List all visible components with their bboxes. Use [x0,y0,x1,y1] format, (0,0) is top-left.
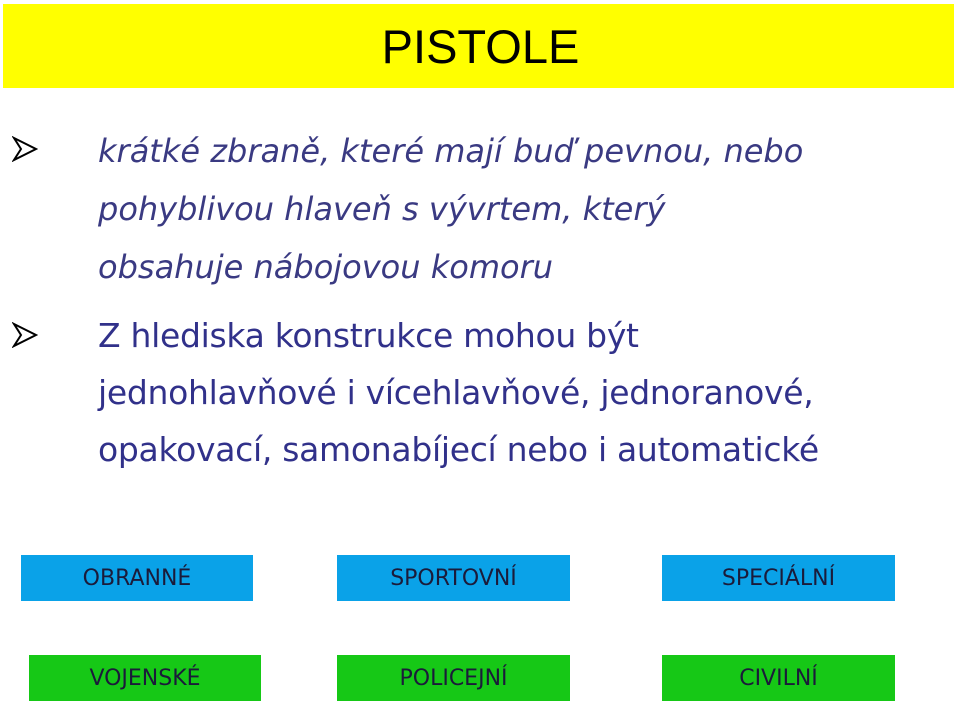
category-box-policejni [337,655,570,701]
category-box-obranne [21,555,253,601]
category-label: VOJENSKÉ [89,665,201,691]
page-title: PISTOLE [381,19,580,73]
category-label: CIVILNÍ [739,665,818,691]
category-box-sportovni [337,555,570,601]
category-label: POLICEJNÍ [399,665,508,691]
bullet-text: krátké zbraně, které mají buď pevnou, nebo pohyblivou hlaveň s vývrtem, který obsahuje nábojovou komoru [98,132,804,286]
category-box-vojenske [29,655,261,701]
category-box-specialni [662,555,895,601]
bullet-text: Z hlediska konstrukce mohou být jednohlavňové i vícehlavňové, jednoranové, opakovací, samonabíjecí nebo i automatické [98,316,819,469]
category-box-civilni [662,655,895,701]
category-label: SPORTOVNÍ [390,565,517,591]
category-label: OBRANNÉ [82,565,192,591]
title-banner [3,4,954,88]
category-label: SPECIÁLNÍ [721,565,836,591]
arrow-bullet-icon [12,322,38,348]
arrow-bullet-icon [12,136,38,162]
